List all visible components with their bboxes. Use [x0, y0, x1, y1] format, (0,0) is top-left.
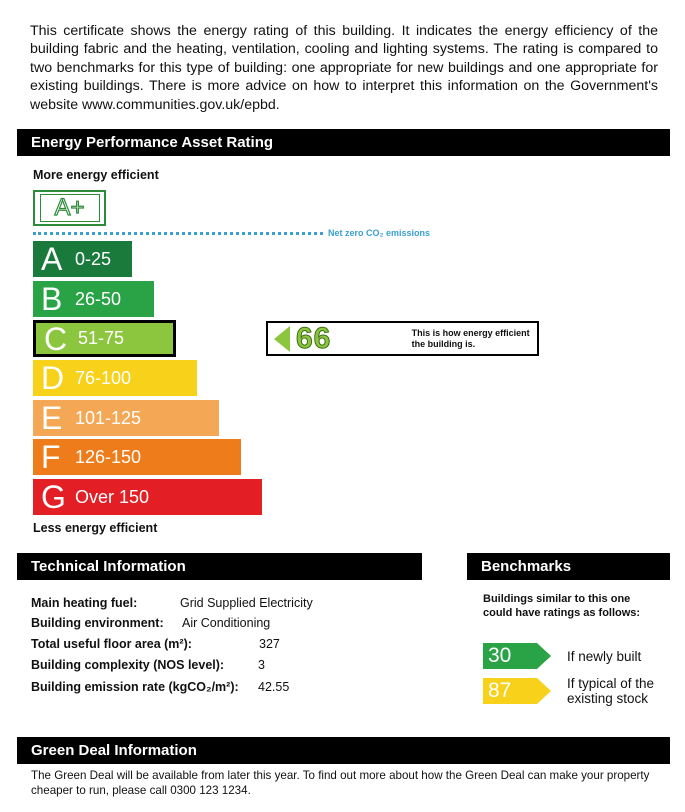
tech-value: 42.55	[258, 680, 290, 694]
tech-label: Main heating fuel:	[31, 596, 138, 610]
tech-row-environment	[31, 616, 271, 630]
band-letter: B	[41, 281, 63, 317]
tech-value: Air Conditioning	[182, 616, 271, 630]
band-range: Over 150	[75, 486, 150, 507]
benchmark-new-label: If newly built	[567, 649, 642, 664]
arrow-tip-icon	[537, 643, 551, 669]
net-zero-label: Net zero CO₂ emissions	[328, 228, 431, 238]
band-range: 126-150	[75, 446, 142, 467]
current-rating-indicator	[266, 321, 539, 356]
band-letter: D	[41, 360, 65, 396]
band-a	[33, 241, 132, 277]
band-c	[33, 320, 176, 357]
tech-row-heating-fuel	[31, 596, 313, 610]
band-range: 51-75	[78, 328, 125, 348]
tech-label: Building complexity (NOS level):	[31, 658, 225, 672]
aplus-band	[33, 190, 106, 226]
tech-label: Building environment:	[31, 616, 164, 630]
benchmark-new-value: 30	[483, 643, 537, 669]
current-rating-value: 66	[296, 321, 332, 355]
band-range: 101-125	[75, 407, 142, 428]
tech-label: Total useful floor area (m²):	[31, 637, 192, 651]
rating-arrow-icon	[274, 326, 290, 352]
current-rating-caption: This is how energy efficient the building is.	[411, 327, 530, 349]
less-efficient-label: Less energy efficient	[33, 521, 158, 535]
green-deal-text: The Green Deal will be available from later this year. To find out more about how the Green Deal can make your property cheaper to run, please call 0300 123 1234.	[31, 769, 650, 797]
benchmark-existing-value: 87	[483, 678, 537, 704]
tech-value: 327	[259, 637, 280, 651]
intro-paragraph: This certificate shows the energy rating of this building. It indicates the energy efficiency of the building fabric and the heating, ventilation, cooling and lighting systems. The rating is compared to two benchmarks for this type of building: one appropriate for new buildings and one appropriate for existing buildings. There is more advice on how to interpret this information on the Government's website www.communities.gov.uk/epbd.	[30, 23, 658, 113]
band-letter: C	[44, 320, 68, 357]
band-letter: G	[41, 479, 66, 515]
band-letter: A	[41, 241, 63, 277]
tech-row-complexity	[31, 658, 265, 672]
band-d	[33, 360, 197, 396]
benchmarks-intro: Buildings similar to this one could have ratings as follows:	[483, 593, 641, 619]
green-deal-header: Green Deal Information	[17, 737, 670, 764]
band-e	[33, 400, 219, 436]
tech-row-emission-rate	[31, 680, 290, 694]
net-zero-dotted-line	[33, 232, 323, 235]
band-range: 0-25	[75, 248, 112, 269]
band-g	[33, 479, 262, 515]
benchmark-new-arrow	[483, 643, 551, 669]
band-range: 26-50	[75, 288, 122, 309]
band-range: 76-100	[75, 367, 132, 388]
asset-rating-header: Energy Performance Asset Rating	[17, 129, 670, 156]
tech-label: Building emission rate (kgCO₂/m²):	[31, 680, 239, 694]
tech-value: 3	[258, 658, 265, 672]
benchmark-existing-label: If typical of the existing stock	[567, 676, 655, 706]
aplus-label: A+	[40, 194, 100, 222]
tech-value: Grid Supplied Electricity	[180, 596, 313, 610]
band-letter: F	[41, 439, 61, 475]
benchmark-existing-arrow	[483, 678, 551, 704]
more-efficient-label: More energy efficient	[33, 168, 159, 182]
arrow-tip-icon	[537, 678, 551, 704]
band-b	[33, 281, 154, 317]
tech-row-floor-area	[31, 637, 280, 651]
band-f	[33, 439, 241, 475]
benchmarks-header: Benchmarks	[467, 553, 670, 580]
band-letter: E	[41, 400, 63, 436]
technical-info-header: Technical Information	[17, 553, 422, 580]
